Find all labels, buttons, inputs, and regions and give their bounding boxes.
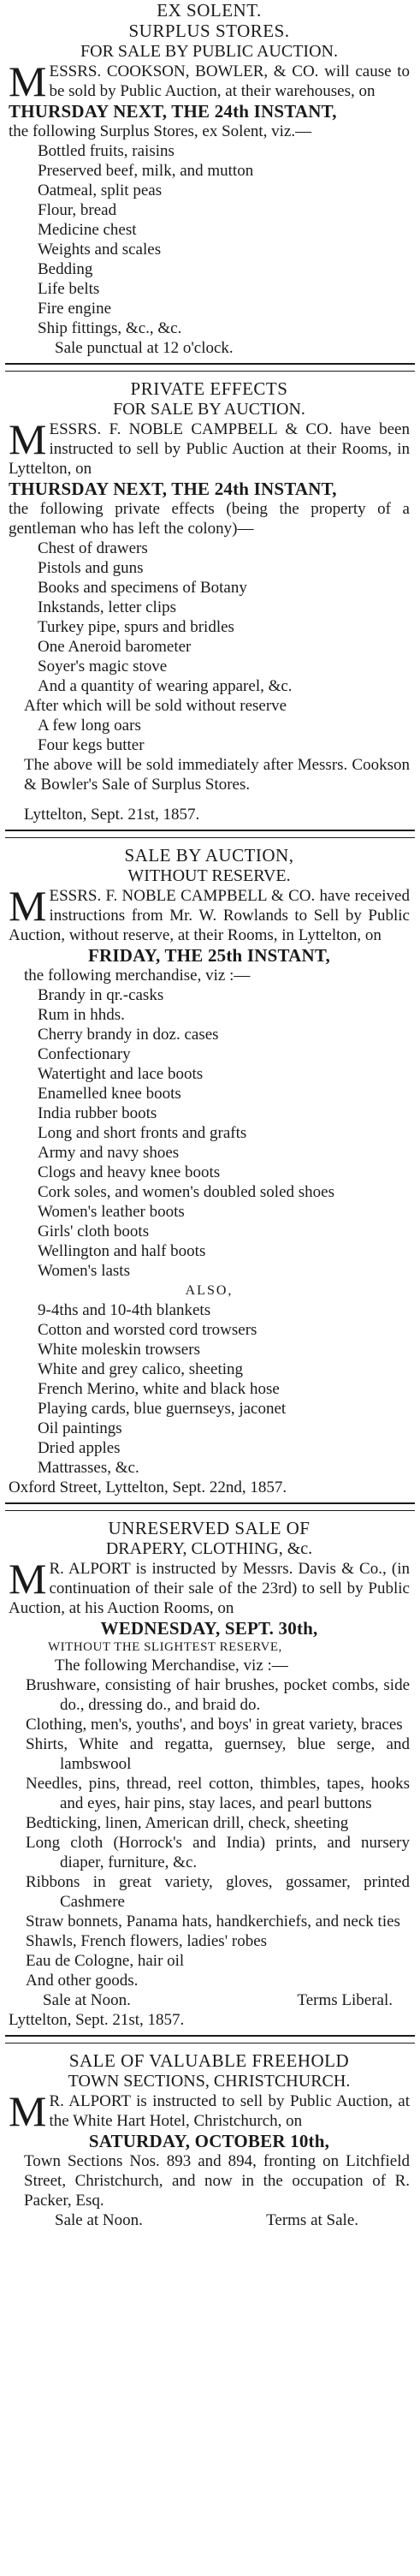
ad3-intro: the following merchandise, viz :—	[24, 967, 251, 985]
ad1-closing: Sale punctual at 12 o'clock.	[55, 339, 234, 357]
ad1-drop-cap: M	[9, 57, 47, 105]
list-item: Four kegs butter	[38, 736, 145, 754]
list-item: A few long oars	[38, 717, 141, 735]
ad2-intro: the following private effects (being the property of a gentleman who has left the colony)—	[9, 500, 410, 538]
ad4-lead-text: R. ALPORT is instructed by Messrs. Davis & Co., (in continuation of their sale of the 23rd) to sell by Public Auction, at his Auction Rooms, on	[9, 1560, 410, 1617]
list-item: Inkstands, letter clips	[38, 598, 176, 616]
divider-rule	[5, 2035, 415, 2044]
ad3-also: ALSO,	[185, 1283, 234, 1298]
ad-surplus-stores	[0, 0, 420, 358]
ad4-title: UNRESERVED SALE OF	[108, 1518, 311, 1538]
list-item: Rum in hhds.	[38, 1006, 125, 1024]
list-item: Clogs and heavy knee boots	[38, 1163, 221, 1181]
list-item: Dried apples	[38, 1439, 121, 1457]
list-item: Life belts	[38, 280, 100, 298]
list-item: And a quantity of wearing apparel, &c.	[38, 677, 293, 695]
list-item: Bedticking, linen, American drill, check, sheeting	[26, 1814, 349, 1832]
ad5-lead-text: R. ALPORT is instructed to sell by Public Auction, at the White Hart Hotel, Christchurch, on	[49, 2092, 410, 2130]
list-item: Long and short fronts and grafts	[38, 1124, 247, 1142]
ad-sale-without-reserve	[0, 845, 420, 1497]
ad2-drop-cap: M	[9, 415, 47, 463]
ad1-intro: the following Surplus Stores, ex Solent, viz.—	[9, 122, 312, 140]
ad2-dateline: Lyttelton, Sept. 21st, 1857.	[24, 806, 200, 824]
list-item: Cotton and worsted cord trowsers	[38, 1321, 257, 1339]
ad-town-sections	[0, 2050, 420, 2230]
ad1-lead	[9, 57, 410, 105]
list-item: Needles, pins, thread, reel cotton, thimbles, tapes, hooks and eyes, hair pins, stay laces, and pearl buttons	[26, 1775, 410, 1812]
list-item: Mattrasses, &c.	[38, 1459, 139, 1477]
ad5-drop-cap: M	[9, 2087, 47, 2135]
list-item: Soyer's magic stove	[38, 657, 168, 675]
list-item: Girls' cloth boots	[38, 1223, 150, 1240]
list-item: Brandy in qr.-casks	[38, 986, 164, 1004]
ad2-lead	[9, 415, 410, 479]
ad4-subtitle: DRAPERY, CLOTHING, &c.	[105, 1539, 313, 1558]
ad4-date-line: WEDNESDAY, SEPT. 30th,	[100, 1618, 318, 1639]
list-item: Bedding	[38, 260, 93, 278]
ad-drapery-clothing	[0, 1518, 420, 2030]
ad4-terms-row	[9, 1990, 410, 2010]
list-item: Preserved beef, milk, and mutton	[38, 162, 254, 180]
list-item: Confectionary	[38, 1045, 131, 1063]
list-item: Women's leather boots	[38, 1203, 185, 1221]
ad3-date-line: FRIDAY, THE 25th INSTANT,	[88, 945, 330, 966]
ad3-lead-text: ESSRS. F. NOBLE CAMPBELL & CO. have received instructions from Mr. W. Rowlands to Sell by Public Auction, without reserve, at their Rooms, in Lyttelton, on	[9, 887, 410, 944]
ad1-subtitle: FOR SALE BY PUBLIC AUCTION.	[80, 42, 338, 61]
list-item: Enamelled knee boots	[38, 1085, 181, 1103]
list-item: Weights and scales	[38, 241, 162, 259]
list-item: Shirts, White and regatta, guernsey, blue serge, and lambswool	[26, 1735, 410, 1773]
list-item: Eau de Cologne, hair oil	[26, 1952, 185, 1970]
ad5-date-line: SATURDAY, OCTOBER 10th,	[88, 2131, 330, 2151]
divider-rule	[5, 1502, 415, 1511]
list-item: Bottled fruits, raisins	[38, 142, 175, 160]
ad1-date-line: THURSDAY NEXT, THE 24th INSTANT,	[9, 101, 337, 122]
ad1-lead-text: ESSRS. COOKSON, BOWLER, & CO. will cause to be sold by Public Auction, at their warehouses, on	[49, 62, 410, 100]
list-item: Clothing, men's, youths', and boys' in great variety, braces	[26, 1716, 403, 1734]
list-item: Army and navy shoes	[38, 1144, 180, 1162]
ad3-lead	[9, 882, 410, 945]
list-item: Shawls, French flowers, ladies' robes	[26, 1932, 268, 1950]
list-item: Women's lasts	[38, 1262, 130, 1280]
ad5-body: Town Sections Nos. 893 and 894, fronting on Litchfield Street, Christchurch, and now in the occupation of R. Packer, Esq.	[24, 2152, 410, 2210]
list-item: White moleskin trowsers	[38, 1341, 200, 1359]
list-item: Books and specimens of Botany	[38, 579, 247, 597]
list-item: Cherry brandy in doz. cases	[38, 1026, 219, 1044]
list-item: Brushware, consisting of hair brushes, pocket combs, side do., dressing do., and braid do.	[26, 1676, 410, 1714]
divider-rule	[5, 830, 415, 838]
ad4-dateline: Lyttelton, Sept. 21st, 1857.	[9, 2011, 185, 2029]
list-item: White and grey calico, sheeting	[38, 1360, 244, 1378]
list-item: Ribbons in great variety, gloves, gossamer, printed Cashmere	[26, 1873, 410, 1911]
ad3-drop-cap: M	[9, 882, 47, 930]
list-item: Pistols and guns	[38, 559, 144, 577]
ad4-reserve-line: WITHOUT THE SLIGHTEST RESERVE,	[48, 1640, 282, 1654]
ad4-intro: The following Merchandise, viz :—	[55, 1657, 288, 1675]
ad4-lead	[9, 1555, 410, 1618]
ad2-title: PRIVATE EFFECTS	[130, 378, 288, 399]
ad5-lead	[9, 2087, 410, 2135]
list-item: Medicine chest	[38, 221, 137, 239]
ad3-subtitle: WITHOUT RESERVE.	[127, 866, 291, 885]
list-item: One Aneroid barometer	[38, 638, 192, 656]
list-item: Fire engine	[38, 300, 112, 318]
list-item: Long cloth (Horrock's and India) prints, and nursery diaper, furniture, &c.	[26, 1834, 410, 1871]
list-item: Watertight and lace boots	[38, 1065, 204, 1083]
ad5-title: SALE OF VALUABLE FREEHOLD	[68, 2050, 350, 2071]
ad5-terms-row	[9, 2210, 410, 2230]
list-item: French Merino, white and black hose	[38, 1380, 280, 1398]
list-item: Oatmeal, split peas	[38, 181, 163, 199]
ad2-date-line: THURSDAY NEXT, THE 24th INSTANT,	[9, 479, 337, 499]
list-item: Cork soles, and women's doubled soled shoes	[38, 1183, 334, 1201]
list-item: Oil paintings	[38, 1419, 122, 1437]
list-item: Ship fittings, &c., &c.	[38, 319, 182, 337]
ad2-lead-text: ESSRS. F. NOBLE CAMPBELL & CO. have been instructed to sell by Public Auction at their Rooms, in Lyttelton, on	[9, 420, 410, 478]
ad3-title: SALE BY AUCTION,	[124, 845, 294, 866]
list-item: Turkey pipe, spurs and bridles	[38, 618, 234, 636]
ad2-after-line: After which will be sold without reserve	[24, 697, 287, 715]
ad5-terms-right: Terms at Sale.	[266, 2211, 358, 2229]
ad5-subtitle: TOWN SECTIONS, CHRISTCHURCH.	[68, 2072, 351, 2091]
ad1-title: SURPLUS STORES.	[128, 21, 290, 41]
divider-rule	[5, 363, 415, 372]
list-item: Playing cards, blue guernseys, jaconet	[38, 1400, 287, 1418]
list-item: Flour, bread	[38, 201, 117, 219]
list-item: Wellington and half boots	[38, 1242, 206, 1260]
ad4-terms-right: Terms Liberal.	[297, 1991, 393, 2009]
list-item: Chest of drawers	[38, 539, 148, 557]
list-item: India rubber boots	[38, 1104, 157, 1122]
ad4-terms-left: Sale at Noon.	[43, 1991, 131, 2009]
ad3-dateline: Oxford Street, Lyttelton, Sept. 22nd, 1857.	[9, 1478, 287, 1496]
ad-private-effects	[0, 378, 420, 824]
ad2-note: The above will be sold immediately after Messrs. Cookson & Bowler's Sale of Surplus Stores.	[24, 756, 410, 794]
list-item: And other goods.	[26, 1972, 139, 1990]
ad2-subtitle: FOR SALE BY AUCTION.	[113, 400, 305, 419]
ad1-kicker: EX SOLENT.	[157, 0, 262, 21]
list-item: 9-4ths and 10-4th blankets	[38, 1301, 211, 1319]
ad5-terms-left: Sale at Noon.	[55, 2211, 143, 2229]
list-item: Straw bonnets, Panama hats, handkerchiefs, and neck ties	[26, 1913, 400, 1931]
ad4-drop-cap: M	[9, 1555, 47, 1603]
